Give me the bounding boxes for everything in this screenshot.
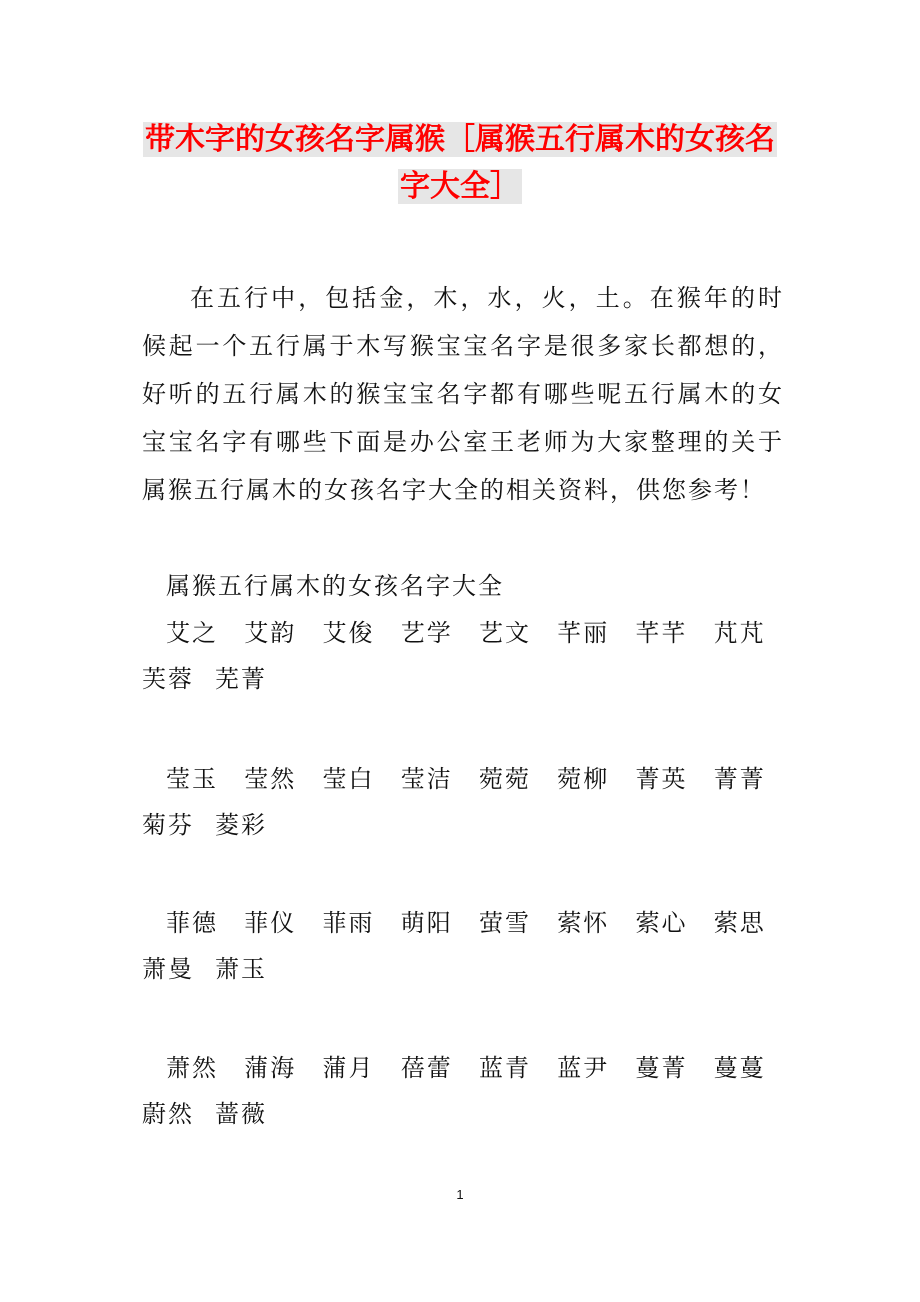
- name-row: [142, 946, 792, 992]
- name-item: 菁菁: [713, 765, 766, 793]
- name-group-4: [142, 1045, 792, 1137]
- name-item: 蔓菁: [635, 1054, 688, 1082]
- name-item: 蓓蕾: [400, 1054, 453, 1082]
- name-item: 芃芃: [713, 619, 766, 647]
- title-text: 带木字的女孩名字属猴［属猴五行属木的女孩名字大全］: [145, 122, 775, 204]
- name-row: [142, 900, 792, 946]
- name-item: 艺文: [479, 619, 531, 647]
- name-item: 莹白: [322, 765, 375, 793]
- name-item: 蔚然: [142, 1100, 194, 1128]
- name-item: 莹然: [244, 765, 297, 793]
- name-item: 菲德: [166, 909, 218, 937]
- name-item: 艾之: [166, 619, 218, 647]
- name-item: 菀柳: [557, 765, 610, 793]
- name-group-3: [142, 900, 792, 992]
- name-item: 菲雨: [322, 909, 375, 937]
- name-row: [142, 656, 792, 702]
- name-item: 萧曼: [142, 955, 194, 983]
- name-item: 萦心: [635, 909, 688, 937]
- name-item: 蒲月: [322, 1054, 375, 1082]
- intro-paragraph: 在五行中，包括金，木，水，火，土。在猴年的时候起一个五行属于木写猴宝宝名字是很多家长都想的，好听的五行属木的猴宝宝名字都有哪些呢五行属木的女宝宝名字有哪些下面是办公室王老师为大家整理的关于属猴五行属木的女孩名字大全的相关资料，供您参考！: [142, 284, 784, 504]
- name-item: 芊芊: [635, 619, 688, 647]
- name-item: 菁英: [635, 765, 688, 793]
- name-item: 艺学: [400, 619, 453, 647]
- document-title: [140, 116, 780, 210]
- name-row: [142, 802, 792, 848]
- name-item: 萦怀: [557, 909, 610, 937]
- name-item: 莹洁: [400, 765, 453, 793]
- name-item: 艾俊: [322, 619, 375, 647]
- name-item: 芙蓉: [142, 665, 194, 693]
- name-row: [142, 756, 792, 802]
- name-item: 芊丽: [557, 619, 610, 647]
- name-item: 萌阳: [400, 909, 453, 937]
- name-item: 菀菀: [479, 765, 531, 793]
- name-row: [142, 1045, 792, 1091]
- name-group-1: [142, 610, 792, 702]
- name-item: 艾韵: [244, 619, 297, 647]
- name-row: [142, 610, 792, 656]
- name-item: 莹玉: [166, 765, 218, 793]
- name-group-2: [142, 756, 792, 848]
- name-item: 蒲海: [244, 1054, 297, 1082]
- name-row: [142, 1091, 792, 1137]
- name-item: 蔷薇: [215, 1100, 267, 1128]
- name-item: 萤雪: [479, 909, 531, 937]
- name-item: 菱彩: [215, 811, 267, 839]
- name-item: 蓝青: [479, 1054, 531, 1082]
- name-item: 芜菁: [215, 665, 267, 693]
- name-item: 萧玉: [215, 955, 267, 983]
- name-item: 萧然: [166, 1054, 218, 1082]
- name-item: 蔓蔓: [713, 1054, 766, 1082]
- name-item: 蓝尹: [557, 1054, 610, 1082]
- name-item: 菊芬: [142, 811, 194, 839]
- page-number: 1: [456, 1187, 464, 1202]
- name-item: 萦思: [713, 909, 766, 937]
- name-item: 菲仪: [244, 909, 297, 937]
- section-heading: 属猴五行属木的女孩名字大全: [166, 572, 504, 600]
